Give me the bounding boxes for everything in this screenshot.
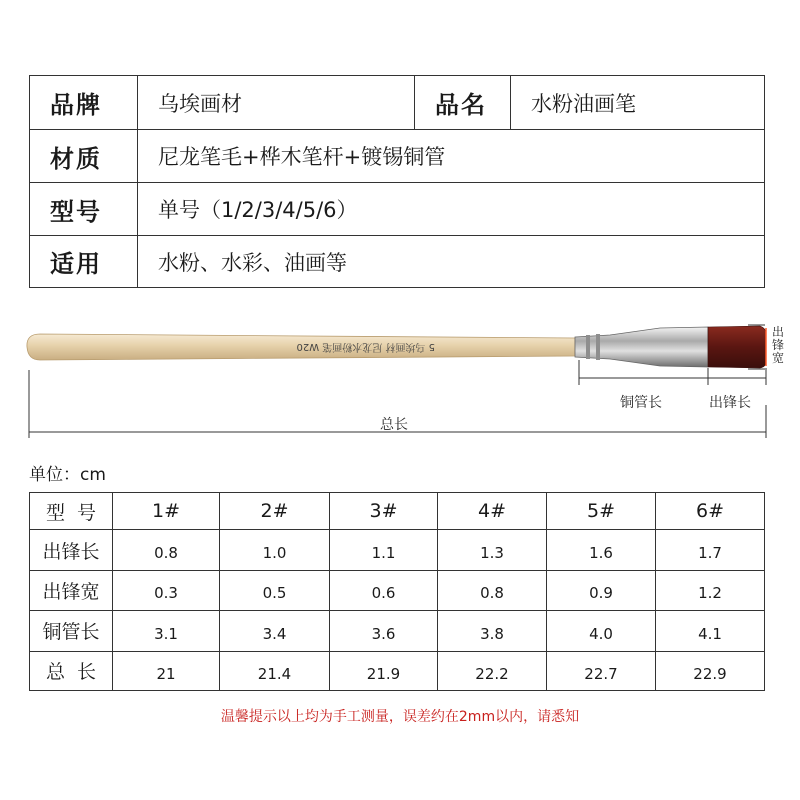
product-name-label: 品名 — [415, 76, 511, 130]
bristle-length-row — [30, 530, 765, 570]
size-table — [29, 492, 765, 691]
brush-handle-text: 5 乌埃画材 尼龙水粉画笔 W20 — [296, 341, 435, 352]
table-cell: 3.6 — [330, 611, 438, 651]
material-value: 尼龙笔毛+桦木笔杆+镀锡铜管 — [138, 130, 765, 183]
table-cell: 21.9 — [330, 651, 438, 690]
product-name-value: 水粉油画笔 — [511, 76, 765, 130]
table-cell: 21.4 — [220, 651, 330, 690]
table-cell: 3.4 — [220, 611, 330, 651]
table-cell: 0.8 — [438, 570, 547, 610]
brush-bristles — [708, 326, 766, 368]
row-label: 铜管长 — [30, 611, 113, 651]
material-label: 材质 — [30, 130, 138, 183]
table-cell: 0.9 — [547, 570, 656, 610]
bristle-width-label: 出锋宽 — [771, 325, 784, 365]
table-cell: 3.1 — [113, 611, 220, 651]
size-header-cell: 5# — [547, 493, 656, 530]
table-cell: 22.2 — [438, 651, 547, 690]
size-header-cell: 6# — [656, 493, 765, 530]
model-value: 单号（1/2/3/4/5/6） — [138, 183, 765, 236]
table-cell: 1.1 — [330, 530, 438, 570]
brush-ferrule — [575, 327, 708, 367]
table-cell: 1.3 — [438, 530, 547, 570]
table-cell: 21 — [113, 651, 220, 690]
total-length-label: 总长 — [380, 417, 408, 433]
bristle-width-row — [30, 570, 765, 610]
table-cell: 1.0 — [220, 530, 330, 570]
size-table-body — [30, 493, 765, 691]
unit-label: 单位：cm — [29, 465, 106, 485]
ferrule-length-label: 铜管长 — [620, 395, 662, 411]
size-header-cell: 2# — [220, 493, 330, 530]
table-cell: 0.5 — [220, 570, 330, 610]
usage-value: 水粉、水彩、油画等 — [138, 236, 765, 288]
table-cell: 0.6 — [330, 570, 438, 610]
usage-label: 适用 — [30, 236, 138, 288]
size-header-label: 型 号 — [30, 493, 113, 530]
size-header-row — [30, 493, 765, 530]
table-cell: 4.1 — [656, 611, 765, 651]
brand-value: 乌埃画材 — [138, 76, 415, 130]
model-label: 型号 — [30, 183, 138, 236]
ferrule-length-row — [30, 611, 765, 651]
table-cell: 4.0 — [547, 611, 656, 651]
table-cell: 0.3 — [113, 570, 220, 610]
table-cell: 3.8 — [438, 611, 547, 651]
table-cell: 1.6 — [547, 530, 656, 570]
table-cell: 1.7 — [656, 530, 765, 570]
size-header-cell: 3# — [330, 493, 438, 530]
brand-label: 品牌 — [30, 76, 138, 130]
measurement-note: 温馨提示以上均为手工测量，误差约在2mm以内，请悉知 — [220, 709, 580, 725]
table-cell: 22.7 — [547, 651, 656, 690]
table-cell: 22.9 — [656, 651, 765, 690]
spec-table — [29, 75, 765, 288]
bristle-length-label: 出锋长 — [709, 395, 751, 411]
size-header-cell: 1# — [113, 493, 220, 530]
row-label: 总 长 — [30, 651, 113, 690]
table-cell: 0.8 — [113, 530, 220, 570]
row-label: 出锋宽 — [30, 570, 113, 610]
row-label: 出锋长 — [30, 530, 113, 570]
total-length-row — [30, 651, 765, 690]
size-header-cell: 4# — [438, 493, 547, 530]
table-cell: 1.2 — [656, 570, 765, 610]
